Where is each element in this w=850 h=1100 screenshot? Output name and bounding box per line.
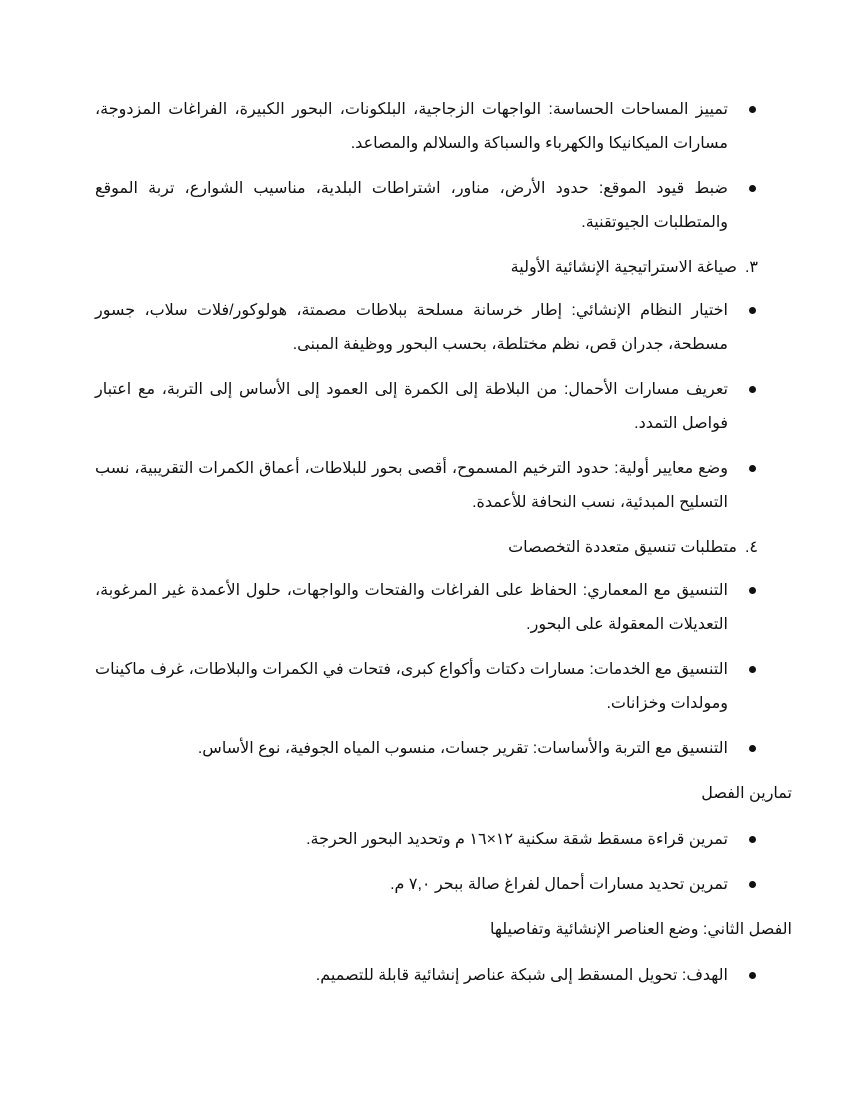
bullet-icon bbox=[749, 185, 756, 192]
bullet-icon bbox=[749, 106, 756, 113]
bullet-list-exercises bbox=[95, 823, 758, 902]
list-item-text: تمرين تحديد مسارات أحمال لفراغ صالة ببحر ٧,٠ م. bbox=[390, 876, 728, 893]
list-item-text: تعريف مسارات الأحمال: من البلاطة إلى الكمرة إلى العمود إلى الأساس إلى التربة، مع اعتبار فواصل التمدد. bbox=[95, 381, 728, 432]
section-number: ٣. bbox=[744, 259, 758, 276]
bullet-list-chapter-2 bbox=[95, 959, 758, 993]
list-item bbox=[95, 373, 758, 441]
list-item bbox=[95, 823, 758, 857]
section-number: ٤. bbox=[744, 539, 758, 556]
chapter-heading: الفصل الثاني: وضع العناصر الإنشائية وتفاصيلها bbox=[489, 921, 792, 938]
list-item bbox=[95, 574, 758, 642]
list-item bbox=[95, 93, 758, 161]
bullet-icon bbox=[749, 881, 756, 888]
list-item bbox=[95, 172, 758, 240]
bullet-list-site-analysis bbox=[95, 93, 758, 240]
list-item bbox=[95, 653, 758, 721]
section-title: متطلبات تنسيق متعددة التخصصات bbox=[508, 539, 737, 556]
bullet-list-coordination bbox=[95, 574, 758, 766]
list-item-text: اختيار النظام الإنشائي: إطار خرسانة مسلحة ببلاطات مصمتة، هولوكور/فلات سلاب، جسور مسطحة، جدران قص، نظم مختلطة، بحسب البحور ووظيفة المبنى. bbox=[95, 302, 728, 353]
list-item-text: ضبط قيود الموقع: حدود الأرض، مناور، اشتراطات البلدية، مناسيب الشوارع، تربة الموقع والمتطلبات الجيوتقنية. bbox=[95, 180, 728, 231]
list-item bbox=[95, 452, 758, 520]
list-item-text: التنسيق مع التربة والأساسات: تقرير جسات، منسوب المياه الجوفية، نوع الأساس. bbox=[197, 740, 728, 757]
bullet-icon bbox=[749, 972, 756, 979]
bullet-icon bbox=[749, 465, 756, 472]
document-body bbox=[95, 93, 792, 1004]
list-item-text: التنسيق مع المعماري: الحفاظ على الفراغات والفتحات والواجهات، حلول الأعمدة غير المرغوبة، التعديلات المعقولة على البحور. bbox=[95, 582, 729, 633]
list-item-text: تمييز المساحات الحساسة: الواجهات الزجاجية، البلكونات، البحور الكبيرة، الفراغات المزدوجة، مسارات الميكانيكا والكهرباء والسباكة والسلالم والمصاعد. bbox=[95, 101, 728, 152]
list-item bbox=[95, 959, 758, 993]
list-item-text: تمرين قراءة مسقط شقة سكنية ١٢×١٦ م وتحديد البحور الحرجة. bbox=[306, 831, 728, 848]
bullet-icon bbox=[749, 836, 756, 843]
bullet-icon bbox=[749, 666, 756, 673]
list-item bbox=[95, 868, 758, 902]
section-heading-4 bbox=[95, 531, 758, 565]
section-title: صياغة الاستراتيجية الإنشائية الأولية bbox=[510, 259, 737, 276]
bullet-list-structural-strategy bbox=[95, 294, 758, 520]
bullet-icon bbox=[749, 587, 756, 594]
list-item-text: وضع معايير أولية: حدود الترخيم المسموح، أقصى بحور للبلاطات، أعماق الكمرات التقريبية، نسب التسليح المبدئية، نسب النحافة للأعمدة. bbox=[95, 460, 728, 511]
list-item bbox=[95, 732, 758, 766]
exercises-heading: تمارين الفصل bbox=[701, 785, 792, 802]
bullet-icon bbox=[749, 307, 756, 314]
list-item-text: الهدف: تحويل المسقط إلى شبكة عناصر إنشائية قابلة للتصميم. bbox=[315, 967, 728, 984]
section-heading-3 bbox=[95, 251, 758, 285]
bullet-icon bbox=[749, 745, 756, 752]
list-item-text: التنسيق مع الخدمات: مسارات دكتات وأكواع كبرى، فتحات في الكمرات والبلاطات، غرف ماكينات ومولدات وخزانات. bbox=[95, 661, 728, 712]
list-item bbox=[95, 294, 758, 362]
bullet-icon bbox=[749, 386, 756, 393]
